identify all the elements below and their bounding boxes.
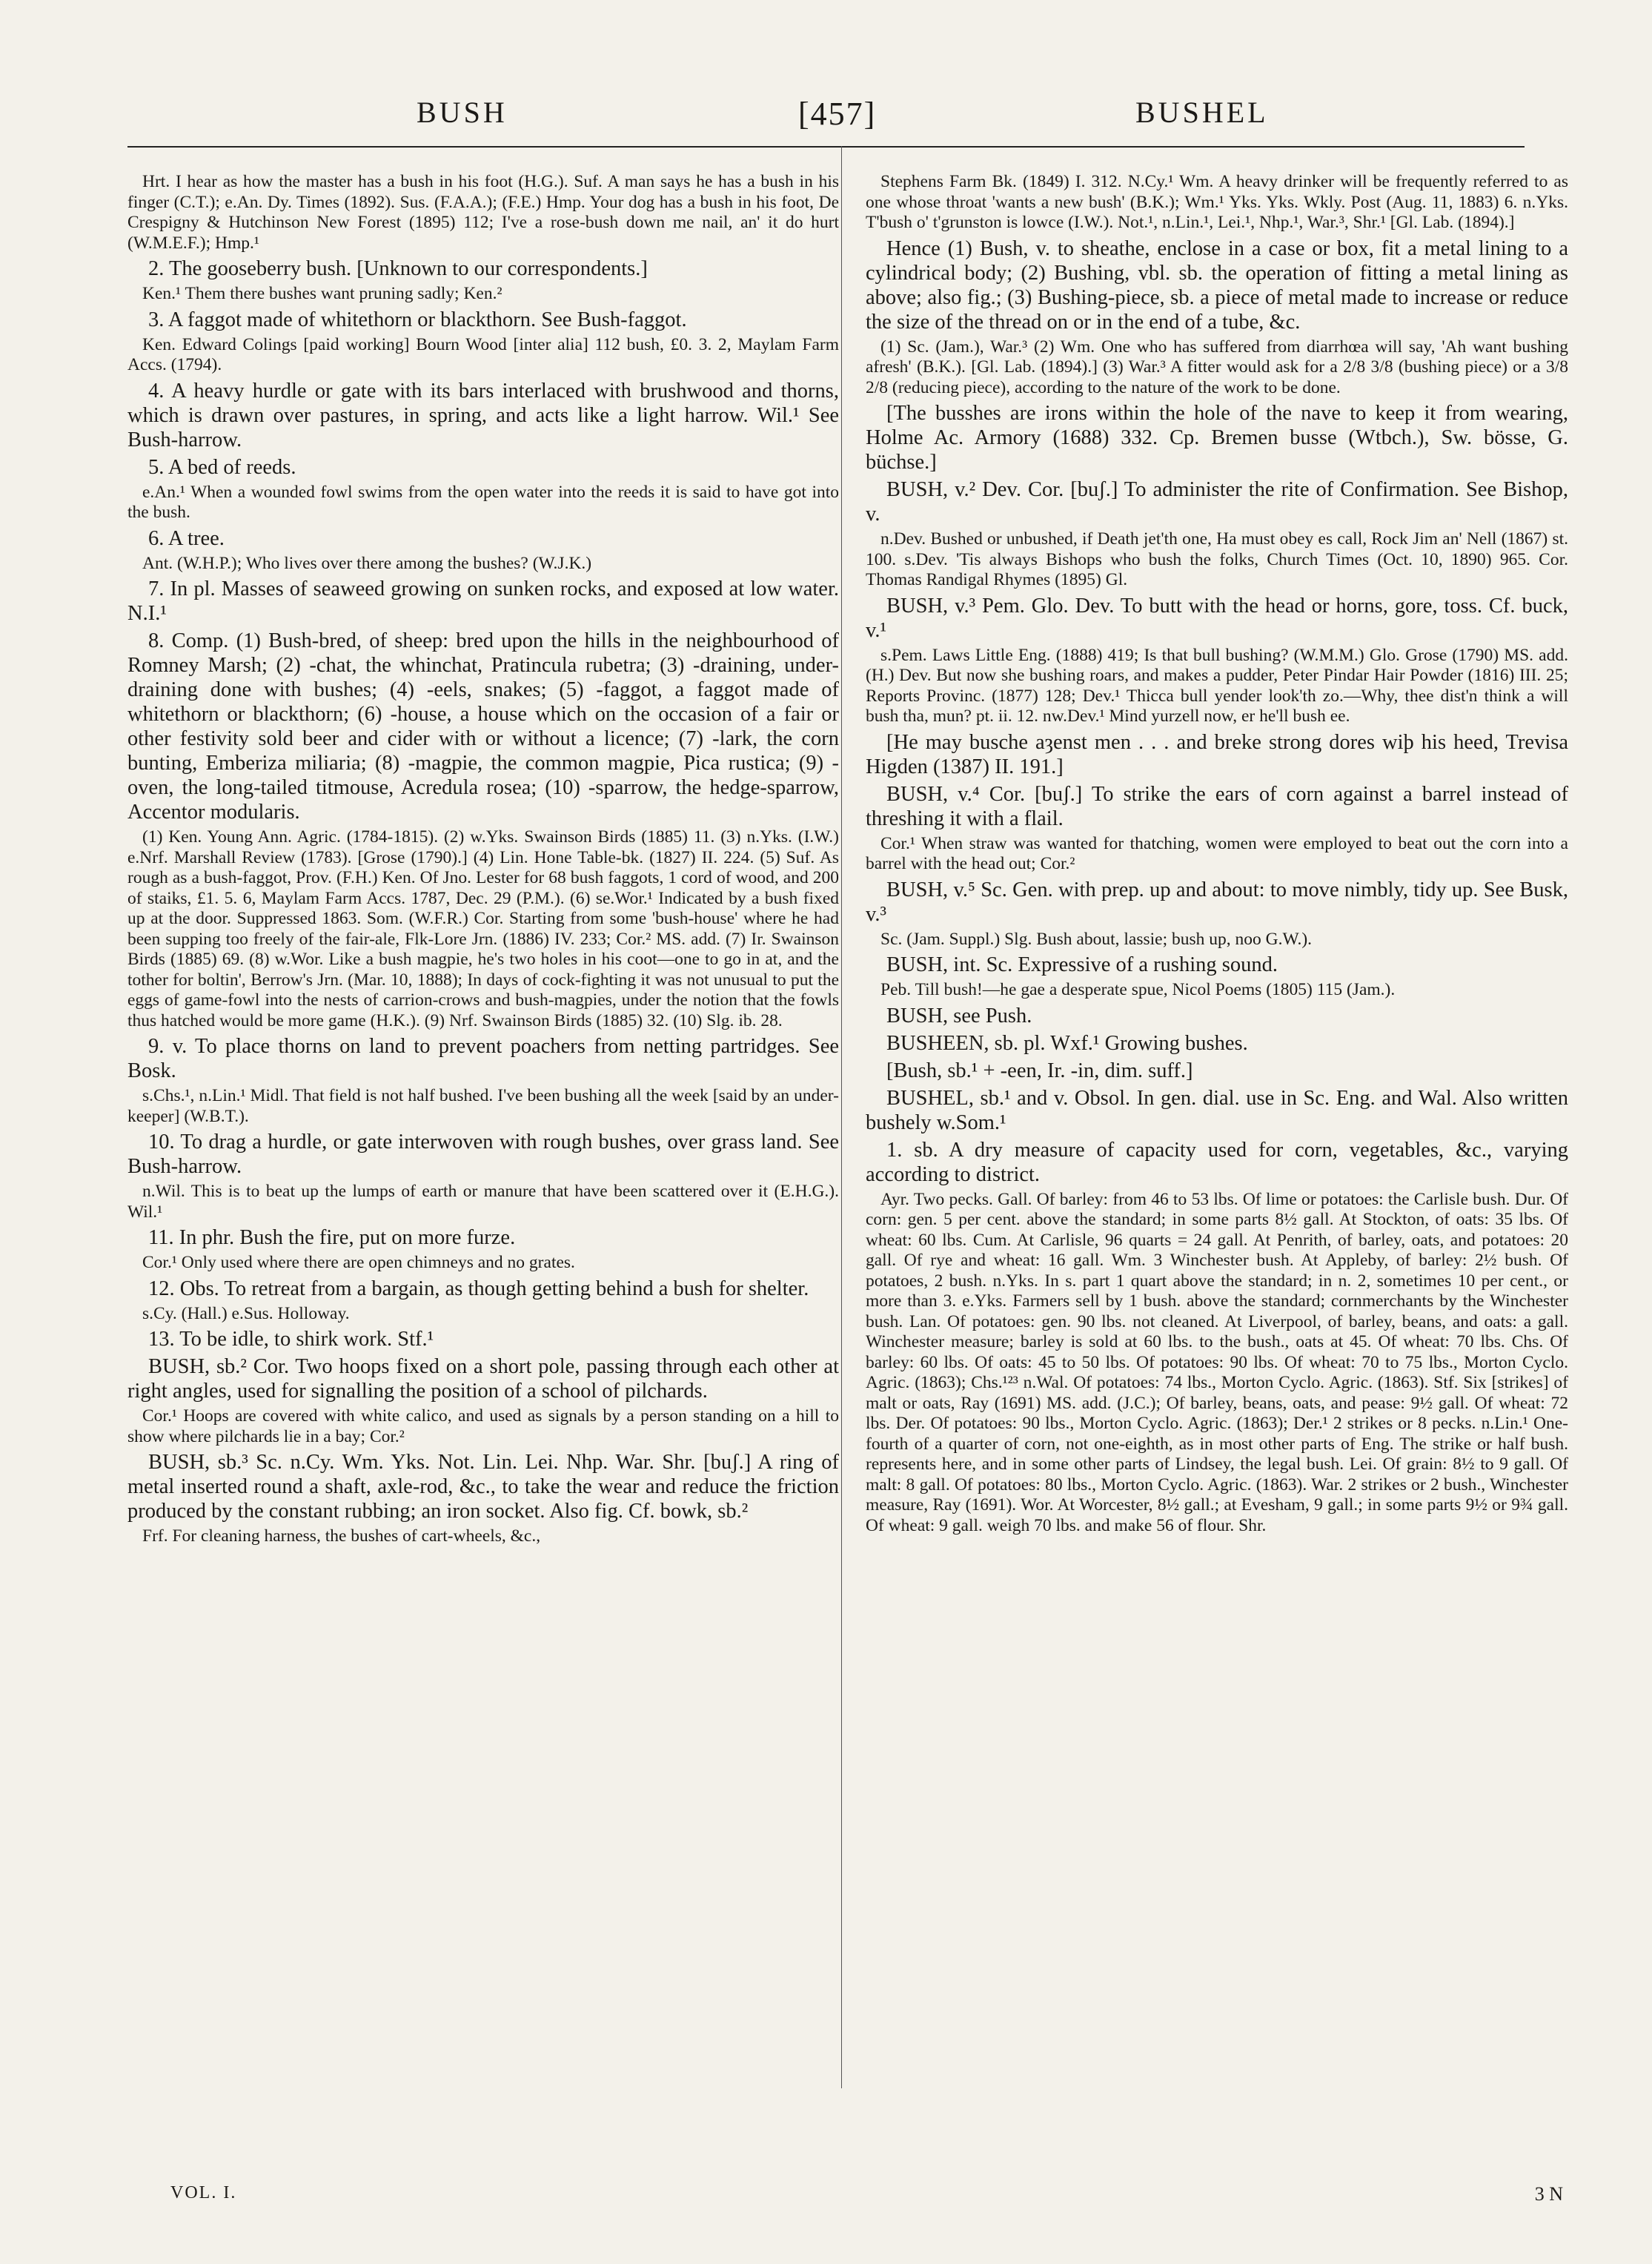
entry-definition: BUSH, int. Sc. Expressive of a rushing sound. xyxy=(886,953,1278,976)
entry-definition: 6. A tree. xyxy=(148,526,225,550)
left-column xyxy=(127,172,839,1550)
entry-citation: Stephens Farm Bk. (1849) I. 312. N.Cy.¹ Wm. A heavy drinker will be frequently referred to as one whose throat 'wants a new bush' (B.K.); Wm.¹ Yks. Yks. Wkly. Post (Aug. 11, 1883) 6. n.Yks. T'bush o' t'grunston is lowce (I.W.). Not.¹, n.Lin.¹, Lei.¹, Nhp.¹, War.³, Shr.¹ [Gl. Lab. (1894).] xyxy=(866,172,1568,232)
entry-definition: 10. To drag a hurdle, or gate interwoven with rough bushes, over grass land. See Bush-harrow. xyxy=(127,1131,839,1178)
entry-definition: BUSH, sb.² Cor. Two hoops fixed on a short pole, passing through each other at right angles, used for signalling the position of a school of pilchards. xyxy=(127,1355,839,1403)
entry-definition: [Bush, sb.¹ + -een, Ir. -in, dim. suff.] xyxy=(886,1059,1193,1082)
entry-definition: 3. A faggot made of whitethorn or blackthorn. See Bush-faggot. xyxy=(148,308,687,331)
entry-definition: Hence (1) Bush, v. to sheathe, enclose in a case or box, fit a metal lining to a cylindrical body; (2) Bushing, vbl. sb. the operation of fitting a metal lining as above; also fig.; (3) Bushing-piece, sb. a piece of metal made to increase or reduce the size of the thread on or in the end of a tube, &c. xyxy=(866,236,1568,334)
entry-definition: 13. To be idle, to shirk work. Stf.¹ xyxy=(148,1328,434,1351)
entry-citation: s.Cy. (Hall.) e.Sus. Holloway. xyxy=(142,1303,350,1323)
entry-definition: BUSH, see Push. xyxy=(886,1004,1032,1027)
signature-mark: 3 N xyxy=(1534,2183,1563,2205)
entry-citation: s.Pem. Laws Little Eng. (1888) 419; Is that bull bushing? (W.M.M.) Glo. Grose (1790) MS. add. (H.) Dev. But now she bushing roars, and makes a pudder, Peter Pindar Hair Powder (1816) III. 25; Reports Provinc. (1877) 128; Dev.¹ Thicca bull yender look'th zo.—Why, thee dist'n think a will bush tha, mun? pt. ii. 12. nw.Dev.¹ Mind yurzell now, er he'll bush ee. xyxy=(866,645,1568,726)
entry-definition: 9. v. To place thorns on land to prevent poachers from netting partridges. See Bosk. xyxy=(127,1035,839,1082)
entry-citation: Ayr. Two pecks. Gall. Of barley: from 46 to 53 lbs. Of lime or potatoes: the Carlisle bush. Dur. Of corn: gen. 5 per cent. above the standard; in some parts 8½ gall. At Stockton, of oats: 35 lbs. Of wheat: 60 lbs. Cum. At Carlisle, 96 quarts = 24 gall. At Penrith, of barley, oats, and potatoes: 20 gall. Of rye and wheat: 16 gall. Wm. 3 Winchester bush. At Appleby, of barley: 2½ bush. Of potatoes, 2 bush. n.Yks. In s. part 1 quart above the standard; in n. 2, sometimes 10 per cent., or more than 3. e.Yks. Farmers sell by 1 bush. above the standard; cornmerchants by the Winchester bush. Lan. Of potatoes: gen. 90 lbs. not cleaned. At Liverpool, of barley, beans, and oats: a gall. Winchester measure; barley is sold at 60 lbs. to the bush., oats at 45. Of wheat: 70 lbs. Chs. Of barley: 60 lbs. Of oats: 45 to 50 lbs. Of potatoes: 90 lbs. Of wheat: 70 to 75 lbs., Morton Cyclo. Agric. (1863); Chs.¹²³ n.Wal. Of potatoes: 74 lbs., Morton Cyclo. Agric. (1863). Stf. Six [strikes] of malt or oats, Ray (1691) MS. add. (J.C.); Of barley, beans, oats, and pease: 9½ gall. Of wheat: 72 lbs. Der. Of potatoes: 90 lbs., Morton Cyclo. Agric. (1863); Der.¹ 2 strikes or 8 pecks. n.Lin.¹ One-fourth of a quarter of corn, not one-eighth, as in most other parts of Eng. The strike or half bush. represents here, and in some other parts of Lindsey, the legal bush. Lei. Of grain: 8½ to 9 gall. Of malt: 8 gall. Of potatoes: 80 lbs., Morton Cyclo. Agric. (1863). War. 2 strikes or 2 bush., Winchester measure, Ray (1691). Wor. At Worcester, 8½ gall.; at Evesham, 9 gall.; in some parts 9½ or 9¾ gall. Of wheat: 9 gall. weigh 70 lbs. and make 56 of flour. Shr. xyxy=(866,1189,1568,1535)
entry-definition: 1. sb. A dry measure of capacity used for corn, vegetables, &c., varying according to district. xyxy=(866,1138,1568,1186)
entry-definition: BUSHEL, sb.¹ and v. Obsol. In gen. dial. use in Sc. Eng. and Wal. Also written bushely w.Som.¹ xyxy=(866,1086,1568,1134)
page-header xyxy=(127,95,1525,148)
entry-definition: 4. A heavy hurdle or gate with its bars interlaced with brushwood and thorns, which is drawn over pastures, in spring, and acts like a light harrow. Wil.¹ See Bush-harrow. xyxy=(127,379,839,451)
entry-definition: BUSH, sb.³ Sc. n.Cy. Wm. Yks. Not. Lin. Lei. Nhp. War. Shr. [buʃ.] A ring of metal inserted round a shaft, axle-rod, &c., to take the wear and reduce the friction produced by the constant rubbing; an iron socket. Also fig. Cf. bowk, sb.² xyxy=(127,1451,839,1523)
entry-definition: 2. The gooseberry bush. [Unknown to our correspondents.] xyxy=(148,257,648,280)
entry-definition: 8. Comp. (1) Bush-bred, of sheep: bred upon the hills in the neighbourhood of Romney Marsh; (2) -chat, the whinchat, Pratincula rubetra; (3) -draining, under-draining done with bushes; (4) -eels, snakes; (5) -faggot, a faggot made of whitethorn or blackthorn; (6) -house, a house which on the occasion of a fair or other festivity sold beer and cider with or without a licence; (7) -lark, the corn bunting, Emberiza miliaria; (8) -magpie, the common magpie, Pica rustica; (9) -oven, the long-tailed titmouse, Acredula rosea; (10) -sparrow, the hedge-sparrow, Accentor modularis. xyxy=(127,629,839,824)
entry-definition: [He may busche aȝenst men . . . and breke strong dores wiþ his heed, Trevisa Higden (1387) II. 191.] xyxy=(866,730,1568,778)
entry-citation: Frf. For cleaning harness, the bushes of cart-wheels, &c., xyxy=(142,1526,541,1546)
entry-citation: Peb. Till bush!—he gae a desperate spue, Nicol Poems (1805) 115 (Jam.). xyxy=(880,980,1396,999)
header-rule xyxy=(127,146,1525,148)
entry-citation: (1) Sc. (Jam.), War.³ (2) Wm. One who has suffered from diarrhœa will say, 'Ah want bushing afresh' (B.K.). [Gl. Lab. (1894).] (3) War.³ A fitter would ask for a 2/8 3/8 (bushing piece) or a 3/8 2/8 (reducing piece), according to the nature of the work to be done. xyxy=(866,337,1568,397)
entry-citation: Hrt. I hear as how the master has a bush in his foot (H.G.). Suf. A man says he has a bush in his finger (C.T.); e.An. Dy. Times (1892). Sus. (F.A.A.); (F.E.) Hmp. Your dog has a bush in his foot, De Crespigny & Hutchinson New Forest (1895) 112; I've a rose-bush down me nail, an' it do hurt (W.M.E.F.); Hmp.¹ xyxy=(127,172,839,253)
entry-definition: [The busshes are irons within the hole of the nave to keep it from wearing, Holme Ac. Armory (1688) 332. Cp. Bremen busse (Wtbch.), Sw. bösse, G. büchse.] xyxy=(866,402,1568,474)
entry-definition: 12. Obs. To retreat from a bargain, as though getting behind a bush for shelter. xyxy=(148,1277,809,1300)
entry-citation: n.Dev. Bushed or unbushed, if Death jet'th one, Ha must obey es call, Rock Jim an' Nell (1867) st. 100. s.Dev. 'Tis always Bishops who bush the folks, Church Times (Oct. 10, 1890) 965. Cor. Thomas Randigal Rhymes (1895) Gl. xyxy=(866,529,1568,589)
left-running-headword: BUSH xyxy=(417,96,508,129)
entry-citation: s.Chs.¹, n.Lin.¹ Midl. That field is not half bushed. I've been bushing all the week [said by an under-keeper] (W.B.T.). xyxy=(127,1086,839,1126)
entry-definition: 11. In phr. Bush the fire, put on more furze. xyxy=(148,1226,516,1249)
entry-citation: Cor.¹ Hoops are covered with white calico, and used as signals by a person standing on a hill to show where pilchards lie in a bay; Cor.² xyxy=(127,1406,839,1446)
entry-citation: Sc. (Jam. Suppl.) Slg. Bush about, lassie; bush up, noo G.W.). xyxy=(880,929,1313,949)
entry-definition: BUSH, v.³ Pem. Glo. Dev. To butt with the head or horns, gore, toss. Cf. buck, v.¹ xyxy=(866,594,1568,642)
entry-citation: Ken. Edward Colings [paid working] Bourn Wood [inter alia] 112 bush, £0. 3. 2, Maylam Farm Accs. (1794). xyxy=(127,334,839,374)
entry-citation: Ken.¹ Them there bushes want pruning sadly; Ken.² xyxy=(142,284,502,303)
entry-citation: n.Wil. This is to beat up the lumps of earth or manure that have been scattered over it (E.H.G.). Wil.¹ xyxy=(127,1182,839,1222)
entry-citation: Cor.¹ When straw was wanted for thatching, women were employed to beat out the corn into a barrel with the head out; Cor.² xyxy=(866,833,1568,873)
entry-definition: BUSH, v.⁴ Cor. [buʃ.] To strike the ears of corn against a barrel instead of threshing it with a flail. xyxy=(866,782,1568,830)
entry-definition: BUSHEEN, sb. pl. Wxf.¹ Growing bushes. xyxy=(886,1031,1248,1055)
right-column xyxy=(866,172,1568,1539)
entry-citation: (1) Ken. Young Ann. Agric. (1784-1815). (2) w.Yks. Swainson Birds (1885) 11. (3) n.Yks. (I.W.) e.Nrf. Marshall Review (1783). [Grose (1790).] (4) Lin. Hone Table-bk. (1827) II. 224. (5) Suf. As rough as a bush-faggot, Prov. (F.H.) Ken. Of Jno. Lester for 68 bush faggots, 1 cord of wood, and 200 of staiks, £1. 5. 6, Maylam Farm Accs. 1787, Dec. 29 (P.M.). (6) se.Wor.¹ Indicated by a bush fixed up at the door. Suppressed 1863. Som. (W.F.R.) Cor. Starting from some 'bush-house' where he had been supping too freely of the fair-ale, Flk-Lore Jrn. (1886) IV. 233; Cor.² MS. add. (7) Ir. Swainson Birds (1885) 69. (8) w.Wor. Like a bush magpie, he's two holes in his coot—one to go in at, and the tother for boltin', Berrow's Jrn. (Mar. 10, 1888); In days of cock-fighting it was not unusual to put the eggs of game-fowl into the nests of carrion-crows and bush-magpies, under the notion that the fowls thus hatched would be more game (H.K.). (9) Nrf. Swainson Birds (1885) 32. (10) Slg. ib. 28. xyxy=(127,827,839,1030)
entry-citation: e.An.¹ When a wounded fowl swims from the open water into the reeds it is said to have got into the bush. xyxy=(127,482,839,522)
volume-label: VOL. I. xyxy=(170,2183,237,2202)
right-running-headword: BUSHEL xyxy=(1135,96,1269,129)
page-number: [457] xyxy=(798,96,877,132)
entry-citation: Cor.¹ Only used where there are open chimneys and no grates. xyxy=(142,1253,575,1272)
column-divider xyxy=(841,146,842,2088)
entry-definition: BUSH, v.⁵ Sc. Gen. with prep. up and about: to move nimbly, tidy up. See Busk, v.³ xyxy=(866,878,1568,926)
entry-definition: BUSH, v.² Dev. Cor. [buʃ.] To administer the rite of Confirmation. See Bishop, v. xyxy=(866,478,1568,526)
entry-citation: Ant. (W.H.P.); Who lives over there among the bushes? (W.J.K.) xyxy=(142,553,592,573)
entry-definition: 7. In pl. Masses of seaweed growing on sunken rocks, and exposed at low water. N.I.¹ xyxy=(127,577,839,625)
entry-definition: 5. A bed of reeds. xyxy=(148,455,296,479)
